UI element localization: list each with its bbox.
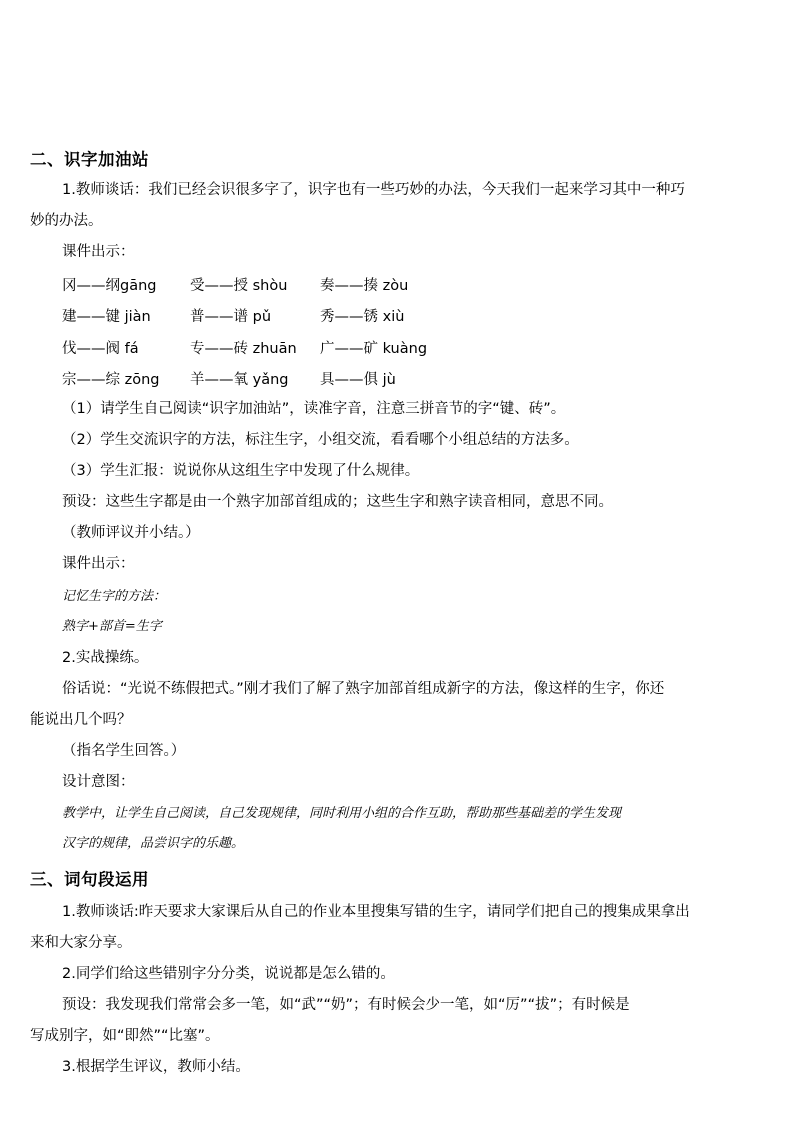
step-item: （3）学生汇报：说说你从这组生字中发现了什么规律。 xyxy=(62,463,420,479)
design-label: 设计意图： xyxy=(62,774,135,790)
char-pair: 专——砖 zhuān xyxy=(190,341,297,357)
section-heading: 二、识字加油站 xyxy=(30,150,149,169)
char-pair: 秀——锈 xiù xyxy=(320,309,405,325)
paragraph-line: 写成别字，如“即然”“比塞”。 xyxy=(30,1028,220,1044)
char-pair: 羊——氧 yǎng xyxy=(190,372,289,388)
step-item: （2）学生交流识字的方法，标注生字，小组交流，看看哪个小组总结的方法多。 xyxy=(62,432,579,448)
handwritten-line: 记忆生字的方法： xyxy=(62,589,167,604)
char-pair: 伐——阀 fá xyxy=(62,341,139,357)
paragraph-line: 能说出几个吗？ xyxy=(30,712,132,728)
char-pair: 受——授 shòu xyxy=(190,278,288,294)
paragraph-line: 预设：我发现我们常常会多一笔，如“武”“奶”；有时候会少一笔，如“厉”“拔”；有时候是 xyxy=(62,997,630,1013)
preset-text: 预设：这些生字都是由一个熟字加部首组成的；这些生字和熟字读音相同，意思不同。 xyxy=(62,494,613,510)
char-pair: 建——键 jiàn xyxy=(62,309,151,325)
paragraph-line: 妙的办法。 xyxy=(30,213,103,229)
teacher-note: （教师评议并小结。） xyxy=(62,525,200,541)
paragraph-line: 3.根据学生评议，教师小结。 xyxy=(62,1059,250,1075)
paragraph-line: 2.同学们给这些错别字分分类，说说都是怎么错的。 xyxy=(62,966,395,982)
courseware-label: 课件出示： xyxy=(62,556,135,572)
char-pair: 广——矿 kuàng xyxy=(320,341,428,357)
char-pair: 冈——纲gāng xyxy=(62,278,157,294)
char-pair: 具——俱 jù xyxy=(320,372,396,388)
design-intent-line: 汉字的规律，品尝识字的乐趣。 xyxy=(62,836,245,851)
handwritten-line: 熟字+部首=生字 xyxy=(62,619,162,634)
paragraph-line: 俗话说：“光说不练假把式。”刚才我们了解了熟字加部首组成新字的方法，像这样的生字，你还 xyxy=(62,681,665,697)
char-pair: 奏——揍 zòu xyxy=(320,278,409,294)
section-heading: 三、词句段运用 xyxy=(30,870,149,889)
step-item: （1）请学生自己阅读“识字加油站”，读准字音，注意三拼音节的字“键、砖”。 xyxy=(62,401,566,417)
design-intent-line: 教学中，让学生自己阅读，自己发现规律，同时利用小组的合作互助，帮助那些基础差的学生发现 xyxy=(62,806,622,821)
practice-heading: 2.实战操练。 xyxy=(62,650,149,666)
char-pair: 普——谱 pǔ xyxy=(190,309,272,325)
answer-note: （指名学生回答。） xyxy=(62,743,186,759)
paragraph-line: 来和大家分享。 xyxy=(30,935,132,951)
courseware-label: 课件出示： xyxy=(62,244,135,260)
char-pair: 宗——综 zōng xyxy=(62,372,160,388)
paragraph-line: 1.教师谈话:昨天要求大家课后从自己的作业本里搜集写错的生字，请同学们把自己的搜集成果拿出 xyxy=(62,904,690,920)
paragraph-line: 1.教师谈话：我们已经会识很多字了，识字也有一些巧妙的办法，今天我们一起来学习其中一种巧 xyxy=(62,182,685,198)
